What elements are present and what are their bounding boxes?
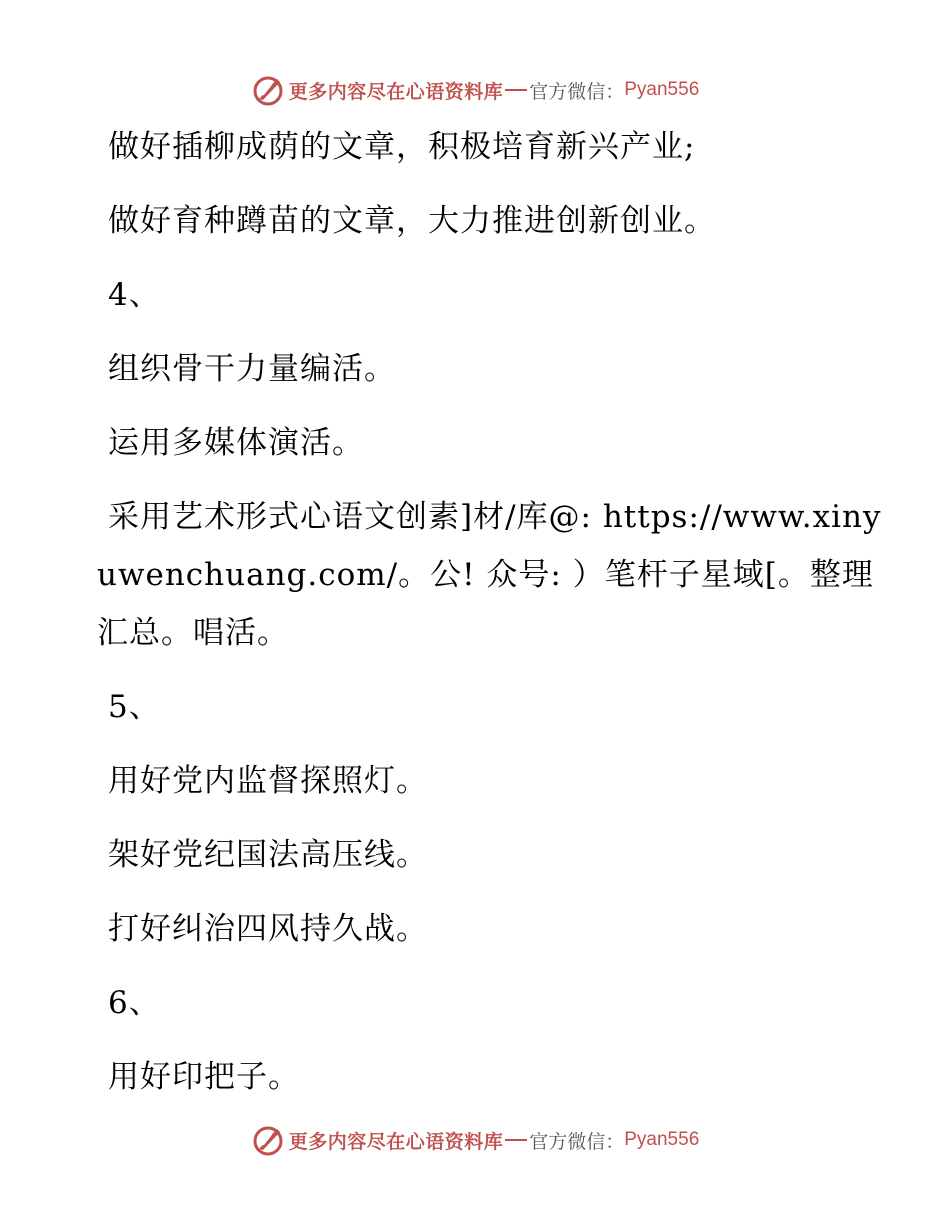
quill-logo-icon [251,1123,285,1157]
banner-dash [505,89,527,91]
paragraph-with-watermark-text: 采用艺术形式心语文创素]材/库@: https://www.xinyuwenchuang.com/。公! 众号: ）笔杆子星域[。整理汇总。唱活。 [97,499,882,651]
wechat-id: Pyan556 [624,79,700,100]
quill-logo-icon [251,73,285,107]
document-body [97,118,897,1122]
paragraph: 做好育种蹲苗的文章，大力推进创新创业。 [108,203,716,239]
footer-banner [0,1118,950,1162]
promo-text: 更多内容尽在心语资料库 [288,80,504,103]
wechat-id: Pyan556 [624,1129,700,1150]
paragraph: 用好印把子。 [108,1059,300,1095]
promo-text: 更多内容尽在心语资料库 [288,1130,504,1153]
paragraph: 架好党纪国法高压线。 [108,837,428,873]
paragraph: 做好插柳成荫的文章，积极培育新兴产业; [108,129,696,165]
banner-dash [505,1139,527,1141]
section-number: 4、 [108,277,161,313]
wechat-label: 官方微信： [529,1130,625,1153]
section-number: 5、 [108,689,161,725]
paragraph: 用好党内监督探照灯。 [108,763,428,799]
wechat-label: 官方微信： [529,80,625,103]
section-number: 6、 [108,985,161,1021]
header-banner [0,68,950,112]
paragraph: 打好纠治四风持久战。 [108,911,428,947]
paragraph: 组织骨干力量编活。 [108,351,396,387]
paragraph: 运用多媒体演活。 [108,425,364,461]
